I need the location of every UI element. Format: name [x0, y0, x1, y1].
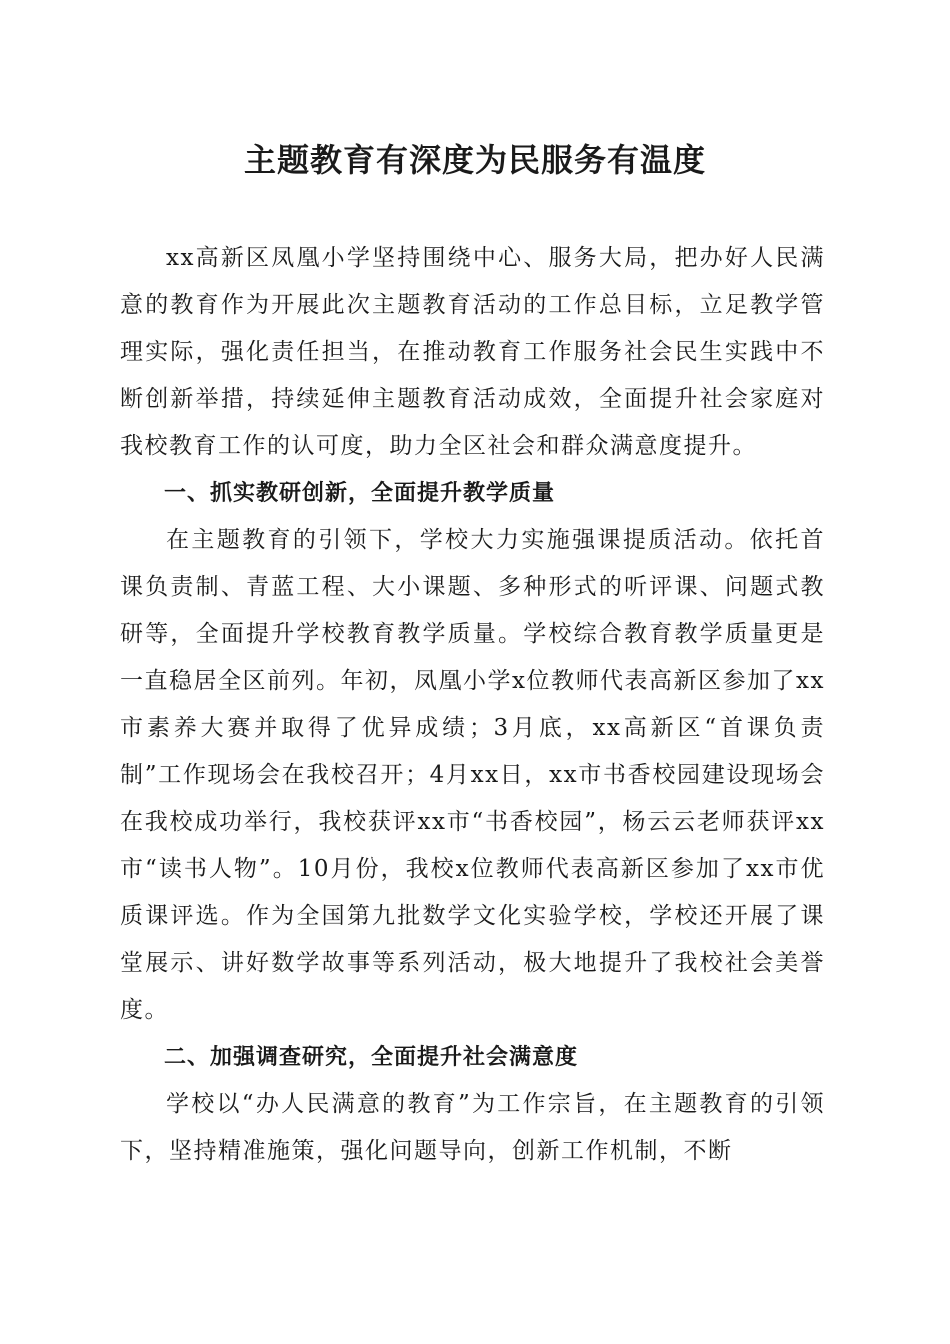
section-heading-2: 二、加强调查研究，全面提升社会满意度 [164, 1045, 579, 1070]
document-title: 主题教育有深度为民服务有温度 [243, 141, 706, 179]
section-heading-1: 一、抓实教研创新，全面提升教学质量 [164, 481, 556, 506]
document-body [120, 235, 825, 1175]
section-paragraph-2: 学校以“办人民满意的教育”为工作宗旨，在主题教育的引领下，坚持精准施策，强化问题导向，创新工作机制，不断 [120, 1091, 825, 1164]
intro-paragraph: xx高新区凤凰小学坚持围绕中心、服务大局，把办好人民满意的教育作为开展此次主题教育活动的工作总目标，立足教学管理实际，强化责任担当，在推动教育工作服务社会民生实践中不断创新举措，持续延伸主题教育活动成效，全面提升社会家庭对我校教育工作的认可度，助力全区社会和群众满意度提升。 [120, 245, 825, 459]
section-paragraph-1: 在主题教育的引领下，学校大力实施强课提质活动。依托首课负责制、青蓝工程、大小课题、多种形式的听评课、问题式教研等，全面提升学校教育教学质量。学校综合教育教学质量更是一直稳居全区前列。年初，凤凰小学x位教师代表高新区参加了xx市素养大赛并取得了优异成绩；3月底，xx高新区“首课负责制”工作现场会在我校召开；4月xx日，xx市书香校园建设现场会在我校成功举行，我校获评xx市“书香校园”，杨云云老师获评xx市“读书人物”。10月份，我校x位教师代表高新区参加了xx市优质课评选。作为全国第九批数学文化实验学校，学校还开展了课堂展示、讲好数学故事等系列活动，极大地提升了我校社会美誉度。 [120, 527, 825, 1023]
